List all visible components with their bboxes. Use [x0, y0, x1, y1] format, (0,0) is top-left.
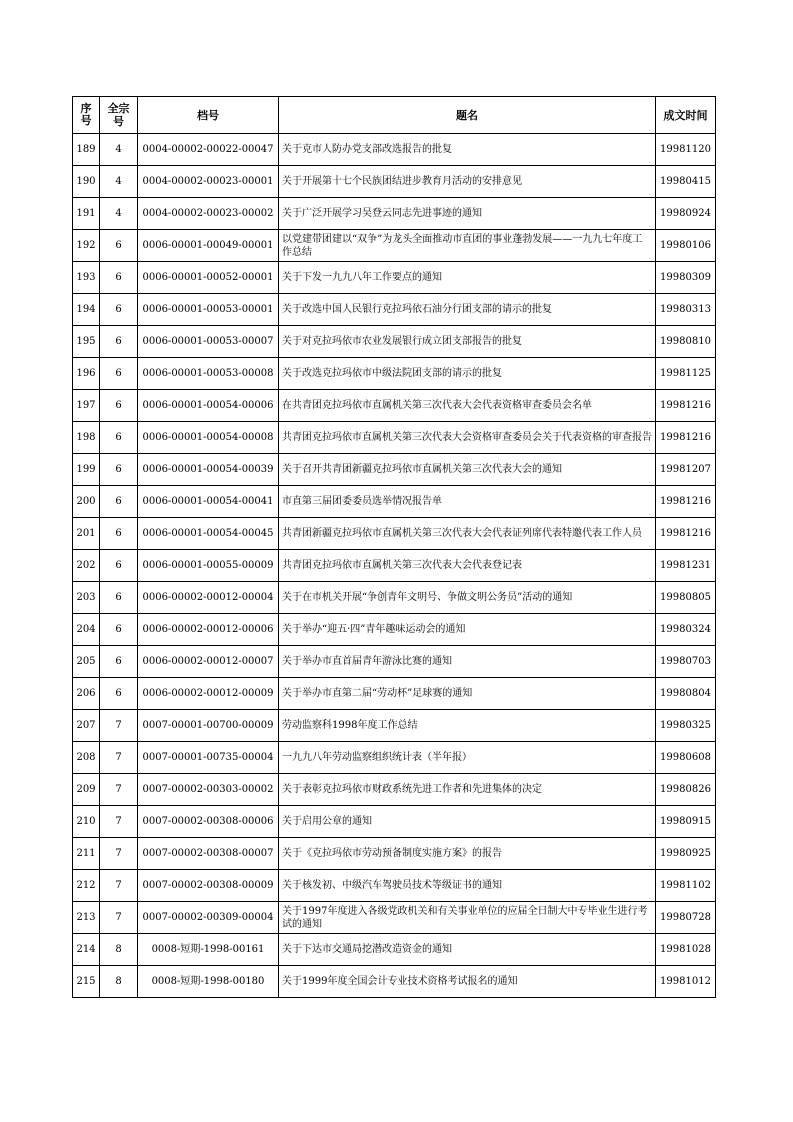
row-fonds-no: 4	[100, 166, 138, 198]
row-seq: 209	[73, 774, 100, 806]
row-fonds-no: 6	[100, 326, 138, 358]
row-seq: 204	[73, 614, 100, 646]
row-file-no: 0004-00002-00022-00047	[138, 134, 279, 166]
row-title: 关于启用公章的通知	[279, 806, 656, 838]
row-title: 关于举办市直首届青年游泳比赛的通知	[279, 646, 656, 678]
row-date: 19981231	[656, 550, 716, 582]
header-date: 成文时间	[656, 97, 716, 134]
row-date: 19980925	[656, 838, 716, 870]
row-date: 19981125	[656, 358, 716, 390]
row-title: 关于表彰克拉玛依市财政系统先进工作者和先进集体的决定	[279, 774, 656, 806]
table-row	[73, 902, 716, 934]
row-date: 19981216	[656, 422, 716, 454]
row-file-no: 0007-00001-00735-00004	[138, 742, 279, 774]
table-row	[73, 678, 716, 710]
row-seq: 201	[73, 518, 100, 550]
row-date: 19980728	[656, 902, 716, 934]
row-title: 关于举办市直第二届“劳动杯”足球赛的通知	[279, 678, 656, 710]
table-row	[73, 838, 716, 870]
row-fonds-no: 8	[100, 966, 138, 998]
table-row	[73, 294, 716, 326]
row-date: 19980325	[656, 710, 716, 742]
table-row	[73, 774, 716, 806]
row-seq: 193	[73, 262, 100, 294]
row-seq: 214	[73, 934, 100, 966]
row-seq: 208	[73, 742, 100, 774]
row-date: 19981028	[656, 934, 716, 966]
row-title: 关于克市人防办党支部改选报告的批复	[279, 134, 656, 166]
row-fonds-no: 6	[100, 486, 138, 518]
table-row	[73, 454, 716, 486]
row-seq: 213	[73, 902, 100, 934]
row-date: 19981216	[656, 518, 716, 550]
row-title: 关于改选克拉玛依市中级法院团支部的请示的批复	[279, 358, 656, 390]
row-fonds-no: 6	[100, 614, 138, 646]
row-file-no: 0006-00001-00053-00008	[138, 358, 279, 390]
table-row	[73, 262, 716, 294]
row-title: 共青团新疆克拉玛依市直属机关第三次代表大会代表证列席代表特邀代表工作人员	[279, 518, 656, 550]
row-seq: 211	[73, 838, 100, 870]
row-file-no: 0007-00002-00303-00002	[138, 774, 279, 806]
row-file-no: 0004-00002-00023-00002	[138, 198, 279, 230]
row-title: 关于对克拉玛依市农业发展银行成立团支部报告的批复	[279, 326, 656, 358]
row-date: 19981102	[656, 870, 716, 902]
row-seq: 197	[73, 390, 100, 422]
row-file-no: 0007-00002-00308-00006	[138, 806, 279, 838]
table-row	[73, 710, 716, 742]
row-file-no: 0004-00002-00023-00001	[138, 166, 279, 198]
row-file-no: 0006-00002-00012-00007	[138, 646, 279, 678]
row-title: 关于改选中国人民银行克拉玛依石油分行团支部的请示的批复	[279, 294, 656, 326]
row-file-no: 0006-00001-00055-00009	[138, 550, 279, 582]
table-row	[73, 870, 716, 902]
row-date: 19980608	[656, 742, 716, 774]
table-row	[73, 614, 716, 646]
row-fonds-no: 6	[100, 390, 138, 422]
row-file-no: 0006-00002-00012-00006	[138, 614, 279, 646]
row-title: 关于1997年度进入各级党政机关和有关事业单位的应届全日制大中专毕业生进行考试的通知	[279, 902, 656, 934]
header-title: 题名	[279, 97, 656, 134]
row-title: 一九九八年劳动监察组织统计表（半年报）	[279, 742, 656, 774]
row-file-no: 0006-00001-00054-00008	[138, 422, 279, 454]
row-date: 19980826	[656, 774, 716, 806]
table-row	[73, 934, 716, 966]
row-file-no: 0006-00001-00054-00041	[138, 486, 279, 518]
row-fonds-no: 7	[100, 806, 138, 838]
row-seq: 192	[73, 230, 100, 262]
table-row	[73, 134, 716, 166]
row-seq: 215	[73, 966, 100, 998]
row-file-no: 0008-短期-1998-00180	[138, 966, 279, 998]
row-fonds-no: 6	[100, 262, 138, 294]
row-date: 19980915	[656, 806, 716, 838]
row-file-no: 0006-00001-00054-00045	[138, 518, 279, 550]
row-date: 19981207	[656, 454, 716, 486]
row-fonds-no: 6	[100, 518, 138, 550]
row-fonds-no: 6	[100, 582, 138, 614]
row-fonds-no: 8	[100, 934, 138, 966]
row-seq: 196	[73, 358, 100, 390]
header-file-no: 档号	[138, 97, 279, 134]
row-title: 关于1999年度全国会计专业技术资格考试报名的通知	[279, 966, 656, 998]
row-file-no: 0007-00002-00308-00009	[138, 870, 279, 902]
document-page	[72, 96, 715, 998]
row-fonds-no: 6	[100, 678, 138, 710]
row-title: 共青团克拉玛依市直属机关第三次代表大会代表登记表	[279, 550, 656, 582]
row-fonds-no: 7	[100, 870, 138, 902]
row-file-no: 0006-00001-00054-00006	[138, 390, 279, 422]
table-row	[73, 582, 716, 614]
row-file-no: 0006-00001-00053-00007	[138, 326, 279, 358]
row-title: 关于核发初、中级汽车驾驶员技术等级证书的通知	[279, 870, 656, 902]
row-date: 19980324	[656, 614, 716, 646]
archive-catalog-table	[72, 96, 716, 998]
row-title: 劳动监察科1998年度工作总结	[279, 710, 656, 742]
row-seq: 194	[73, 294, 100, 326]
row-seq: 202	[73, 550, 100, 582]
row-date: 19980703	[656, 646, 716, 678]
row-seq: 210	[73, 806, 100, 838]
row-seq: 189	[73, 134, 100, 166]
table-row	[73, 326, 716, 358]
header-fonds: 全宗号	[100, 97, 138, 134]
table-row	[73, 806, 716, 838]
row-date: 19980313	[656, 294, 716, 326]
table-row	[73, 646, 716, 678]
row-date: 19980924	[656, 198, 716, 230]
row-fonds-no: 7	[100, 774, 138, 806]
row-seq: 212	[73, 870, 100, 902]
row-title: 市直第三届团委委员选举情况报告单	[279, 486, 656, 518]
row-file-no: 0006-00001-00054-00039	[138, 454, 279, 486]
row-fonds-no: 7	[100, 742, 138, 774]
row-file-no: 0007-00002-00309-00004	[138, 902, 279, 934]
row-seq: 207	[73, 710, 100, 742]
row-fonds-no: 6	[100, 358, 138, 390]
row-date: 19980804	[656, 678, 716, 710]
row-date: 19981012	[656, 966, 716, 998]
row-seq: 200	[73, 486, 100, 518]
row-title: 共青团克拉玛依市直属机关第三次代表大会资格审查委员会关于代表资格的审查报告	[279, 422, 656, 454]
row-title: 关于召开共青团新疆克拉玛依市直属机关第三次代表大会的通知	[279, 454, 656, 486]
row-seq: 203	[73, 582, 100, 614]
row-file-no: 0006-00001-00053-00001	[138, 294, 279, 326]
row-fonds-no: 6	[100, 230, 138, 262]
row-fonds-no: 6	[100, 646, 138, 678]
row-seq: 190	[73, 166, 100, 198]
row-title: 以党建带团建以“双争”为龙头全面推动市直团的事业蓬勃发展——一九九七年度工作总结	[279, 230, 656, 262]
table-row	[73, 966, 716, 998]
row-fonds-no: 6	[100, 294, 138, 326]
header-seq	[73, 97, 100, 134]
row-fonds-no: 4	[100, 198, 138, 230]
row-date: 19981216	[656, 486, 716, 518]
table-body	[73, 134, 716, 998]
table-row	[73, 486, 716, 518]
row-title: 关于开展第十七个民族团结进步教育月活动的安排意见	[279, 166, 656, 198]
row-date: 19980810	[656, 326, 716, 358]
table-row	[73, 422, 716, 454]
row-file-no: 0007-00002-00308-00007	[138, 838, 279, 870]
table-header-row	[73, 97, 716, 134]
row-title: 关于在市机关开展“争创青年文明号、争做文明公务员”活动的通知	[279, 582, 656, 614]
row-file-no: 0006-00002-00012-00009	[138, 678, 279, 710]
row-fonds-no: 7	[100, 710, 138, 742]
row-seq: 191	[73, 198, 100, 230]
row-date: 19980415	[656, 166, 716, 198]
table-row	[73, 198, 716, 230]
row-date: 19980106	[656, 230, 716, 262]
row-date: 19981120	[656, 134, 716, 166]
row-title: 关于下发一九九八年工作要点的通知	[279, 262, 656, 294]
table-row	[73, 390, 716, 422]
row-date: 19980309	[656, 262, 716, 294]
row-fonds-no: 7	[100, 902, 138, 934]
row-date: 19981216	[656, 390, 716, 422]
row-title: 关于广泛开展学习吴登云同志先进事迹的通知	[279, 198, 656, 230]
row-seq: 198	[73, 422, 100, 454]
row-fonds-no: 4	[100, 134, 138, 166]
header-seq-label: 序号	[80, 102, 92, 127]
row-file-no: 0006-00001-00052-00001	[138, 262, 279, 294]
table-row	[73, 518, 716, 550]
row-seq: 199	[73, 454, 100, 486]
table-row	[73, 742, 716, 774]
table-row	[73, 230, 716, 262]
row-seq: 205	[73, 646, 100, 678]
row-title: 关于举办“迎五·四”青年趣味运动会的通知	[279, 614, 656, 646]
row-file-no: 0006-00001-00049-00001	[138, 230, 279, 262]
row-file-no: 0006-00002-00012-00004	[138, 582, 279, 614]
row-fonds-no: 6	[100, 422, 138, 454]
row-title: 关于下达市交通局挖潜改造资金的通知	[279, 934, 656, 966]
row-fonds-no: 6	[100, 550, 138, 582]
row-seq: 195	[73, 326, 100, 358]
row-date: 19980805	[656, 582, 716, 614]
table-row	[73, 166, 716, 198]
table-row	[73, 550, 716, 582]
row-seq: 206	[73, 678, 100, 710]
row-file-no: 0008-短期-1998-00161	[138, 934, 279, 966]
table-row	[73, 358, 716, 390]
row-title: 关于《克拉玛依市劳动预备制度实施方案》的报告	[279, 838, 656, 870]
row-file-no: 0007-00001-00700-00009	[138, 710, 279, 742]
row-fonds-no: 6	[100, 454, 138, 486]
row-title: 在共青团克拉玛依市直属机关第三次代表大会代表资格审查委员会名单	[279, 390, 656, 422]
row-fonds-no: 7	[100, 838, 138, 870]
